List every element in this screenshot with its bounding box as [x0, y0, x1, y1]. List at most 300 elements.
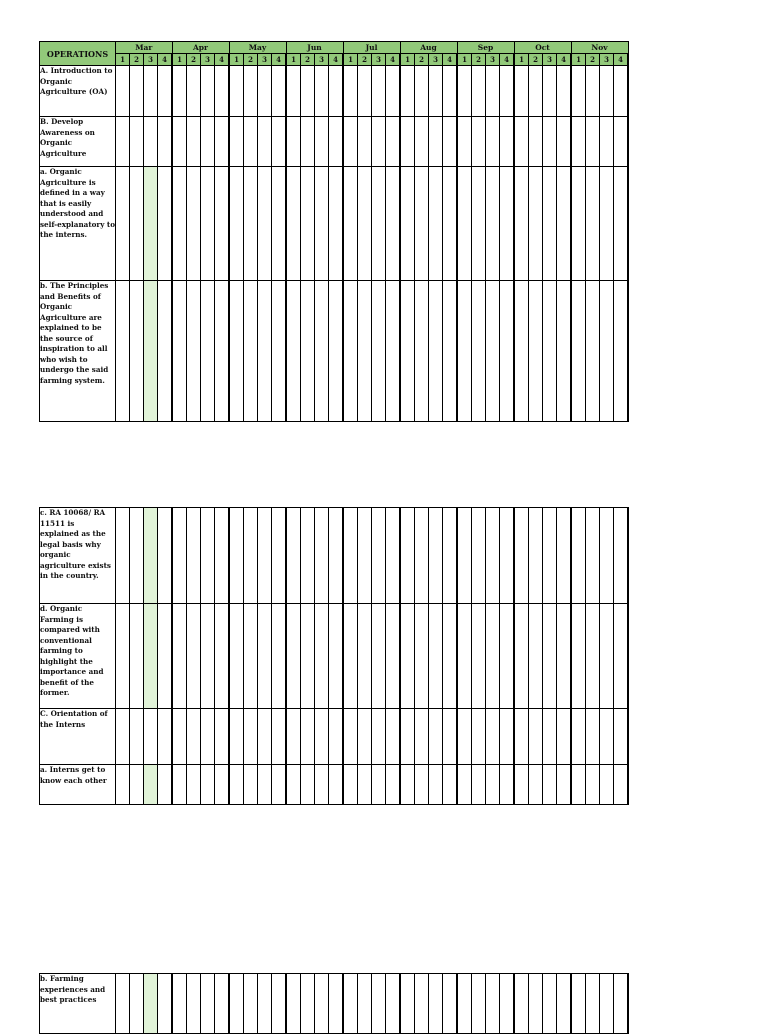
- schedule-cell: [315, 765, 329, 805]
- schedule-cell: [400, 974, 415, 1034]
- schedule-cell: [201, 66, 215, 117]
- schedule-cell: [514, 765, 529, 805]
- schedule-cell: [514, 508, 529, 604]
- week-header: 2: [472, 54, 486, 66]
- schedule-cell: [472, 974, 486, 1034]
- schedule-cell: [358, 604, 372, 709]
- schedule-cell: [258, 604, 272, 709]
- schedule-cell: [301, 765, 315, 805]
- schedule-cell: [272, 281, 287, 422]
- schedule-cell: [116, 167, 130, 281]
- schedule-cell: [144, 66, 158, 117]
- schedule-cell: [529, 508, 543, 604]
- schedule-cell: [172, 66, 187, 117]
- schedule-cell: [443, 117, 458, 167]
- schedule-cell: [557, 974, 572, 1034]
- schedule-cell: [187, 604, 201, 709]
- schedule-cell: [372, 281, 386, 422]
- operation-label: A. Introduction to Organic Agriculture (OA): [40, 66, 116, 117]
- schedule-cell: [229, 604, 244, 709]
- schedule-cell: [329, 508, 344, 604]
- schedule-cell: [614, 167, 629, 281]
- schedule-cell: [543, 974, 557, 1034]
- schedule-cell: [614, 66, 629, 117]
- operation-row: [40, 66, 629, 117]
- schedule-cell: [557, 604, 572, 709]
- schedule-cell: [116, 974, 130, 1034]
- schedule-cell: [172, 765, 187, 805]
- month-header: Sep: [457, 42, 514, 54]
- schedule-cell: [372, 66, 386, 117]
- operation-label: a. Interns get to know each other: [40, 765, 116, 805]
- operation-row: [40, 281, 629, 422]
- schedule-cell: [158, 974, 173, 1034]
- schedule-cell: [372, 765, 386, 805]
- schedule-cell: [130, 281, 144, 422]
- week-header: 1: [172, 54, 187, 66]
- schedule-cell: [600, 974, 614, 1034]
- schedule-cell-active: [144, 765, 158, 805]
- month-header: Oct: [514, 42, 571, 54]
- operation-label: B. Develop Awareness on Organic Agriculture: [40, 117, 116, 167]
- schedule-cell: [429, 765, 443, 805]
- schedule-cell: [329, 765, 344, 805]
- schedule-cell: [586, 974, 600, 1034]
- schedule-cell: [215, 765, 230, 805]
- week-header: 4: [329, 54, 344, 66]
- schedule-cell: [301, 604, 315, 709]
- schedule-cell: [557, 281, 572, 422]
- week-header: 1: [457, 54, 472, 66]
- week-header: 2: [301, 54, 315, 66]
- schedule-cell: [443, 709, 458, 765]
- operation-label: b. Farming experiences and best practices: [40, 974, 116, 1034]
- schedule-cell: [158, 117, 173, 167]
- schedule-cell: [486, 167, 500, 281]
- week-header: 3: [543, 54, 557, 66]
- operation-row: [40, 508, 629, 604]
- schedule-cell: [201, 281, 215, 422]
- schedule-cell-active: [144, 974, 158, 1034]
- schedule-cell: [386, 709, 401, 765]
- schedule-cell: [415, 604, 429, 709]
- schedule-cell: [571, 117, 586, 167]
- schedule-cell: [443, 281, 458, 422]
- schedule-cell: [614, 604, 629, 709]
- schedule-cell: [600, 66, 614, 117]
- schedule-cell: [358, 117, 372, 167]
- schedule-cell: [514, 709, 529, 765]
- schedule-cell: [244, 508, 258, 604]
- schedule-cell: [343, 604, 358, 709]
- schedule-cell: [557, 709, 572, 765]
- schedule-cell: [301, 281, 315, 422]
- schedule-cell: [272, 167, 287, 281]
- schedule-table-page-1: [39, 41, 629, 422]
- schedule-cell: [286, 604, 301, 709]
- schedule-cell: [400, 167, 415, 281]
- schedule-cell: [486, 508, 500, 604]
- schedule-cell: [372, 117, 386, 167]
- schedule-cell: [187, 709, 201, 765]
- schedule-cell: [400, 604, 415, 709]
- schedule-cell: [358, 167, 372, 281]
- schedule-table-page-3: [39, 973, 629, 1034]
- schedule-cell: [187, 508, 201, 604]
- month-header: Apr: [172, 42, 229, 54]
- week-header: 3: [429, 54, 443, 66]
- schedule-cell: [258, 167, 272, 281]
- schedule-cell: [571, 281, 586, 422]
- schedule-cell: [429, 974, 443, 1034]
- schedule-cell: [500, 508, 515, 604]
- schedule-cell: [372, 604, 386, 709]
- schedule-cell: [187, 765, 201, 805]
- schedule-cell-active: [144, 508, 158, 604]
- schedule-cell: [172, 117, 187, 167]
- month-header: May: [229, 42, 286, 54]
- schedule-cell: [514, 66, 529, 117]
- week-header: 1: [229, 54, 244, 66]
- schedule-cell: [415, 974, 429, 1034]
- schedule-cell: [386, 281, 401, 422]
- schedule-cell: [586, 117, 600, 167]
- schedule-cell: [415, 709, 429, 765]
- schedule-cell: [244, 66, 258, 117]
- schedule-cell: [315, 604, 329, 709]
- schedule-cell: [272, 765, 287, 805]
- schedule-cell: [400, 709, 415, 765]
- schedule-cell: [329, 281, 344, 422]
- schedule-cell: [130, 709, 144, 765]
- schedule-cell: [116, 117, 130, 167]
- schedule-cell: [116, 66, 130, 117]
- schedule-cell: [429, 604, 443, 709]
- schedule-cell: [429, 709, 443, 765]
- schedule-cell: [187, 974, 201, 1034]
- operation-row: [40, 117, 629, 167]
- schedule-cell: [201, 508, 215, 604]
- schedule-cell: [543, 604, 557, 709]
- schedule-cell: [472, 281, 486, 422]
- schedule-cell: [457, 709, 472, 765]
- schedule-cell: [386, 604, 401, 709]
- schedule-cell: [472, 167, 486, 281]
- schedule-cell: [386, 974, 401, 1034]
- schedule-cell: [301, 66, 315, 117]
- week-header: 1: [343, 54, 358, 66]
- schedule-cell: [372, 974, 386, 1034]
- week-header: 3: [315, 54, 329, 66]
- schedule-cell: [272, 66, 287, 117]
- schedule-cell: [286, 167, 301, 281]
- schedule-cell: [372, 508, 386, 604]
- schedule-cell: [315, 66, 329, 117]
- schedule-cell: [315, 709, 329, 765]
- schedule-table-page-2: [39, 507, 629, 805]
- schedule-cell: [386, 508, 401, 604]
- week-header: 2: [130, 54, 144, 66]
- week-header: 4: [272, 54, 287, 66]
- schedule-cell: [201, 117, 215, 167]
- week-header: 3: [372, 54, 386, 66]
- schedule-cell: [500, 974, 515, 1034]
- schedule-cell: [244, 167, 258, 281]
- schedule-cell: [443, 974, 458, 1034]
- schedule-cell: [600, 167, 614, 281]
- operation-label: C. Orientation of the Interns: [40, 709, 116, 765]
- week-header: 1: [571, 54, 586, 66]
- week-header: 2: [415, 54, 429, 66]
- schedule-cell: [244, 765, 258, 805]
- schedule-cell: [614, 709, 629, 765]
- schedule-cell: [201, 167, 215, 281]
- schedule-cell: [130, 765, 144, 805]
- week-header: 1: [116, 54, 130, 66]
- schedule-cell: [301, 508, 315, 604]
- schedule-cell: [172, 604, 187, 709]
- schedule-cell: [415, 765, 429, 805]
- schedule-cell: [500, 167, 515, 281]
- schedule-cell: [586, 508, 600, 604]
- schedule-cell: [158, 604, 173, 709]
- schedule-cell: [116, 508, 130, 604]
- schedule-cell: [543, 765, 557, 805]
- schedule-cell: [116, 604, 130, 709]
- month-header: Nov: [571, 42, 628, 54]
- week-header: 1: [286, 54, 301, 66]
- schedule-cell: [272, 508, 287, 604]
- schedule-cell: [158, 709, 173, 765]
- schedule-cell: [229, 66, 244, 117]
- schedule-cell: [400, 66, 415, 117]
- schedule-cell: [486, 709, 500, 765]
- schedule-cell: [329, 167, 344, 281]
- week-header: 3: [201, 54, 215, 66]
- schedule-cell: [514, 117, 529, 167]
- schedule-cell: [586, 281, 600, 422]
- schedule-cell: [201, 709, 215, 765]
- schedule-cell: [529, 974, 543, 1034]
- month-header-row: [40, 42, 629, 54]
- schedule-cell: [215, 709, 230, 765]
- schedule-cell: [158, 765, 173, 805]
- operation-row: [40, 765, 629, 805]
- schedule-cell: [258, 66, 272, 117]
- schedule-cell: [358, 765, 372, 805]
- schedule-cell: [172, 974, 187, 1034]
- schedule-cell: [258, 765, 272, 805]
- schedule-cell: [358, 281, 372, 422]
- schedule-cell: [315, 167, 329, 281]
- schedule-cell: [244, 281, 258, 422]
- schedule-cell: [486, 281, 500, 422]
- schedule-cell: [586, 604, 600, 709]
- schedule-cell: [543, 709, 557, 765]
- week-header: 1: [400, 54, 415, 66]
- schedule-cell: [315, 974, 329, 1034]
- schedule-cell: [457, 974, 472, 1034]
- schedule-cell: [400, 508, 415, 604]
- schedule-cell: [343, 281, 358, 422]
- schedule-cell: [187, 167, 201, 281]
- schedule-cell: [557, 117, 572, 167]
- schedule-cell: [600, 604, 614, 709]
- schedule-cell: [130, 167, 144, 281]
- schedule-cell: [457, 167, 472, 281]
- schedule-cell: [443, 508, 458, 604]
- schedule-cell: [116, 765, 130, 805]
- schedule-cell: [215, 281, 230, 422]
- schedule-cell: [557, 765, 572, 805]
- schedule-cell: [429, 117, 443, 167]
- schedule-cell: [215, 604, 230, 709]
- schedule-cell: [429, 66, 443, 117]
- schedule-cell: [315, 508, 329, 604]
- week-header: 4: [500, 54, 515, 66]
- schedule-cell: [215, 66, 230, 117]
- operation-row: [40, 167, 629, 281]
- schedule-cell: [215, 117, 230, 167]
- schedule-cell: [172, 281, 187, 422]
- schedule-cell: [272, 709, 287, 765]
- schedule-cell: [258, 281, 272, 422]
- schedule-cell: [158, 66, 173, 117]
- schedule-cell: [144, 709, 158, 765]
- schedule-cell: [614, 508, 629, 604]
- schedule-cell: [486, 974, 500, 1034]
- schedule-cell: [529, 281, 543, 422]
- schedule-cell: [229, 765, 244, 805]
- week-header: 3: [144, 54, 158, 66]
- schedule-cell: [372, 709, 386, 765]
- schedule-cell: [144, 117, 158, 167]
- schedule-cell: [286, 66, 301, 117]
- schedule-cell: [301, 974, 315, 1034]
- schedule-cell-active: [144, 604, 158, 709]
- schedule-cell: [429, 508, 443, 604]
- schedule-cell: [130, 66, 144, 117]
- schedule-cell: [400, 117, 415, 167]
- schedule-cell: [600, 508, 614, 604]
- schedule-cell: [586, 167, 600, 281]
- schedule-cell: [415, 167, 429, 281]
- schedule-cell: [201, 604, 215, 709]
- week-header: 4: [215, 54, 230, 66]
- schedule-cell: [286, 281, 301, 422]
- schedule-cell: [358, 709, 372, 765]
- schedule-cell: [358, 66, 372, 117]
- schedule-cell: [400, 281, 415, 422]
- schedule-cell: [571, 974, 586, 1034]
- schedule-cell-active: [144, 281, 158, 422]
- week-header: 2: [529, 54, 543, 66]
- week-header: 4: [614, 54, 629, 66]
- schedule-cell: [529, 709, 543, 765]
- schedule-cell: [472, 66, 486, 117]
- week-header: 4: [386, 54, 401, 66]
- schedule-cell: [571, 508, 586, 604]
- schedule-cell: [514, 167, 529, 281]
- schedule-cell: [543, 167, 557, 281]
- week-header: 2: [586, 54, 600, 66]
- schedule-cell: [215, 974, 230, 1034]
- week-header: 4: [443, 54, 458, 66]
- schedule-cell: [301, 709, 315, 765]
- schedule-cell: [429, 281, 443, 422]
- schedule-cell: [215, 508, 230, 604]
- schedule-cell: [343, 709, 358, 765]
- schedule-cell: [358, 974, 372, 1034]
- schedule-cell: [557, 66, 572, 117]
- schedule-cell: [229, 974, 244, 1034]
- schedule-cell: [158, 508, 173, 604]
- schedule-cell: [229, 709, 244, 765]
- schedule-cell: [286, 117, 301, 167]
- schedule-cell: [130, 604, 144, 709]
- schedule-cell: [329, 66, 344, 117]
- schedule-cell-active: [144, 167, 158, 281]
- schedule-cell: [543, 508, 557, 604]
- schedule-cell: [529, 765, 543, 805]
- schedule-cell: [386, 66, 401, 117]
- schedule-cell: [172, 709, 187, 765]
- schedule-cell: [543, 66, 557, 117]
- month-header: Aug: [400, 42, 457, 54]
- schedule-cell: [457, 604, 472, 709]
- schedule-cell: [130, 974, 144, 1034]
- schedule-cell: [514, 974, 529, 1034]
- week-header: 2: [187, 54, 201, 66]
- schedule-cell: [244, 709, 258, 765]
- schedule-cell: [443, 765, 458, 805]
- schedule-cell: [116, 709, 130, 765]
- schedule-cell: [415, 281, 429, 422]
- schedule-cell: [472, 709, 486, 765]
- schedule-cell: [172, 167, 187, 281]
- schedule-cell: [415, 66, 429, 117]
- schedule-cell: [286, 974, 301, 1034]
- operation-row: [40, 604, 629, 709]
- schedule-cell: [386, 167, 401, 281]
- schedule-cell: [571, 66, 586, 117]
- schedule-cell: [600, 765, 614, 805]
- schedule-cell: [286, 508, 301, 604]
- schedule-cell: [158, 167, 173, 281]
- schedule-cell: [472, 765, 486, 805]
- schedule-cell: [571, 765, 586, 805]
- schedule-cell: [187, 281, 201, 422]
- schedule-cell: [500, 604, 515, 709]
- schedule-cell: [486, 66, 500, 117]
- schedule-cell: [600, 281, 614, 422]
- schedule-cell: [486, 604, 500, 709]
- operation-label: b. The Principles and Benefits of Organic Agriculture are explained to be the source of inspiration to all who wish to undergo the said farming system.: [40, 281, 116, 422]
- schedule-cell: [343, 167, 358, 281]
- schedule-cell: [229, 117, 244, 167]
- schedule-cell: [329, 709, 344, 765]
- schedule-cell: [258, 117, 272, 167]
- schedule-cell: [500, 281, 515, 422]
- schedule-cell: [472, 117, 486, 167]
- schedule-cell: [229, 281, 244, 422]
- schedule-cell: [443, 66, 458, 117]
- schedule-cell: [614, 281, 629, 422]
- schedule-cell: [415, 508, 429, 604]
- week-header: 3: [258, 54, 272, 66]
- schedule-cell: [614, 974, 629, 1034]
- schedule-cell: [343, 66, 358, 117]
